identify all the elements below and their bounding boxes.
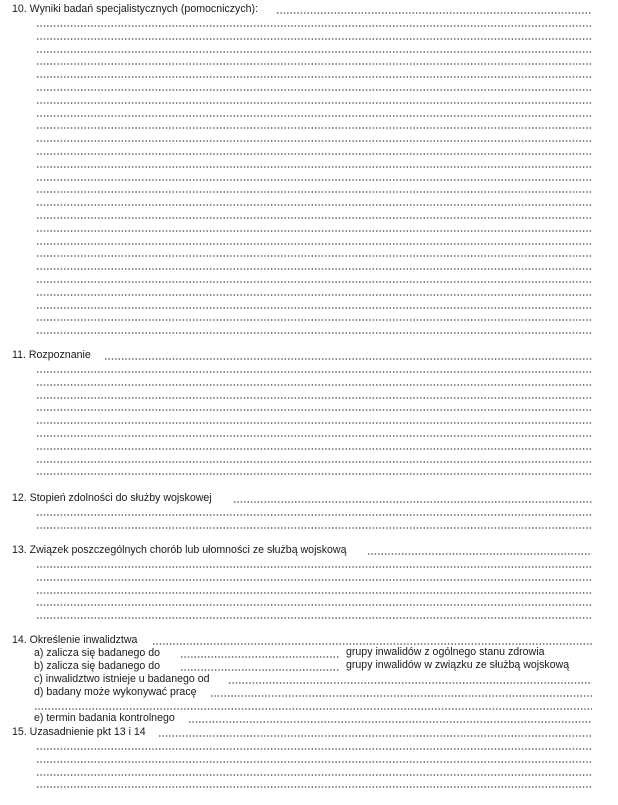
- answer-line[interactable]: [36, 255, 592, 257]
- answer-line[interactable]: [36, 592, 592, 594]
- answer-line[interactable]: [36, 566, 592, 568]
- answer-line[interactable]: [36, 384, 592, 386]
- section-14-d-extra-line[interactable]: [34, 708, 592, 710]
- section-14-c-label: c) inwalidztwo istnieje u badanego od: [34, 673, 210, 685]
- answer-line[interactable]: [36, 761, 592, 763]
- section-14-b-suffix: grupy inwalidów w związku ze służbą wojskową: [346, 659, 570, 671]
- answer-line[interactable]: [36, 281, 592, 283]
- section-14-d-field[interactable]: [210, 695, 592, 697]
- answer-line[interactable]: [36, 25, 592, 27]
- answer-line[interactable]: [36, 102, 592, 104]
- answer-line[interactable]: [36, 332, 592, 334]
- section-15-label: 15. Uzasadnienie pkt 13 i 14: [12, 726, 146, 738]
- answer-line[interactable]: [36, 604, 592, 606]
- section-14-label: 14. Określenie inwalidztwa: [12, 634, 138, 646]
- answer-line[interactable]: [36, 319, 592, 321]
- answer-line[interactable]: [36, 217, 592, 219]
- answer-line[interactable]: [36, 38, 592, 40]
- section-13-fill-line[interactable]: [367, 553, 592, 555]
- answer-line[interactable]: [36, 294, 592, 296]
- answer-line[interactable]: [36, 307, 592, 309]
- answer-line[interactable]: [36, 409, 592, 411]
- answer-line[interactable]: [36, 243, 592, 245]
- section-10-label: 10. Wyniki badań specjalistycznych (pomocniczych):: [12, 3, 259, 15]
- section-14-a-prefix: a) zalicza się badanego do: [34, 647, 161, 659]
- section-14-e-field[interactable]: [188, 721, 592, 723]
- answer-line[interactable]: [36, 268, 592, 270]
- answer-line[interactable]: [36, 473, 592, 475]
- section-12-label: 12. Stopień zdolności do służby wojskowej: [12, 492, 212, 504]
- answer-line[interactable]: [36, 89, 592, 91]
- answer-line[interactable]: [36, 514, 592, 516]
- answer-line[interactable]: [36, 140, 592, 142]
- section-11-label: 11. Rozpoznanie: [12, 349, 91, 361]
- answer-line[interactable]: [36, 166, 592, 168]
- answer-line[interactable]: [36, 76, 592, 78]
- section-14-e-label: e) termin badania kontrolnego: [34, 712, 175, 724]
- answer-line[interactable]: [36, 579, 592, 581]
- answer-line[interactable]: [36, 617, 592, 619]
- answer-line[interactable]: [36, 448, 592, 450]
- answer-line[interactable]: [36, 527, 592, 529]
- section-13-label: 13. Związek poszczególnych chorób lub ułomności ze służbą wojskową: [12, 544, 347, 556]
- answer-line[interactable]: [36, 63, 592, 65]
- section-14-fill-line[interactable]: [152, 643, 592, 645]
- answer-line[interactable]: [36, 127, 592, 129]
- answer-line[interactable]: [36, 191, 592, 193]
- answer-line[interactable]: [36, 153, 592, 155]
- section-11-fill-line[interactable]: [104, 358, 592, 360]
- section-14-b-group-field[interactable]: [180, 669, 340, 671]
- answer-line[interactable]: [36, 397, 592, 399]
- answer-line[interactable]: [36, 774, 592, 776]
- section-14-b-prefix: b) zalicza się badanego do: [34, 660, 161, 672]
- section-15-fill-line[interactable]: [158, 735, 592, 737]
- section-14-a-group-field[interactable]: [180, 656, 340, 658]
- answer-line[interactable]: [36, 371, 592, 373]
- section-10-fill-line[interactable]: [276, 12, 592, 14]
- answer-line[interactable]: [36, 204, 592, 206]
- answer-line[interactable]: [36, 435, 592, 437]
- section-14-c-field[interactable]: [228, 682, 592, 684]
- section-14-d-label: d) badany może wykonywać pracę: [34, 686, 197, 698]
- answer-line[interactable]: [36, 461, 592, 463]
- section-12-fill-line[interactable]: [233, 501, 592, 503]
- section-14-a-suffix: grupy inwalidów z ogólnego stanu zdrowia: [346, 646, 545, 658]
- answer-line[interactable]: [36, 115, 592, 117]
- answer-line[interactable]: [36, 230, 592, 232]
- answer-line[interactable]: [36, 786, 592, 788]
- answer-line[interactable]: [36, 748, 592, 750]
- answer-line[interactable]: [36, 179, 592, 181]
- answer-line[interactable]: [36, 51, 592, 53]
- answer-line[interactable]: [36, 422, 592, 424]
